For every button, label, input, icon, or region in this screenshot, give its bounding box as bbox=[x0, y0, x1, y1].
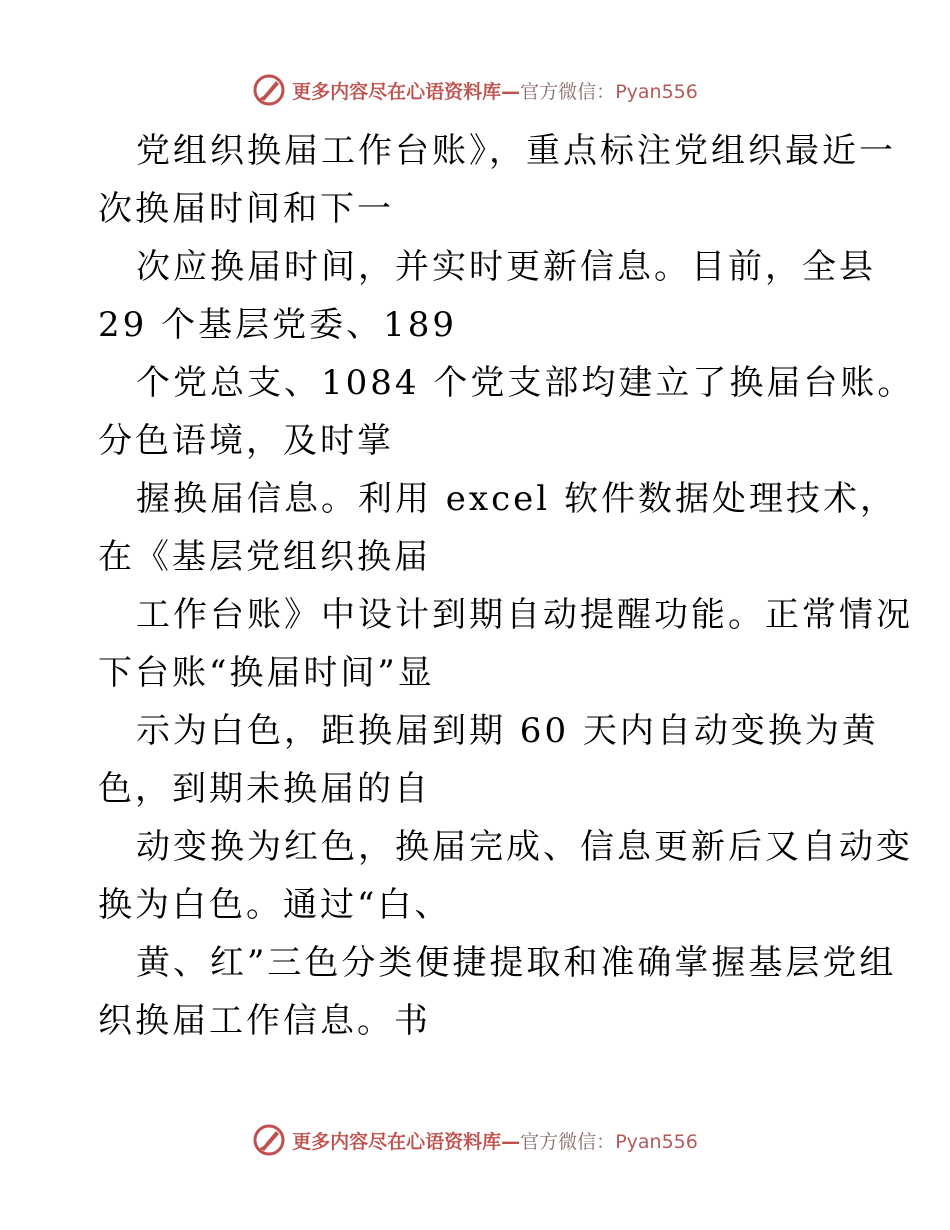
text-line: 黄、红”三色分类便捷提取和准确掌握基层党组 bbox=[136, 943, 897, 983]
footer-banner-content bbox=[252, 1123, 698, 1157]
quill-logo-icon bbox=[252, 73, 286, 107]
text-line: 党组织换届工作台账》，重点标注党组织最近一 bbox=[136, 131, 896, 171]
text-line: 示为白色，距换届到期 60 天内自动变换为黄 bbox=[136, 711, 879, 751]
text-line: 织换届工作信息。书 bbox=[98, 1001, 431, 1041]
text-line: 次应换届时间，并实时更新信息。目前，全县 bbox=[136, 247, 876, 287]
header-banner bbox=[0, 70, 950, 110]
text-line: 握换届信息。利用 excel 软件数据处理技术， bbox=[136, 479, 897, 519]
header-banner-text bbox=[292, 77, 698, 104]
text-line: 次换届时间和下一 bbox=[98, 189, 394, 229]
document-body bbox=[98, 122, 915, 1050]
text-line: 工作台账》中设计到期自动提醒功能。正常情况 bbox=[136, 595, 913, 635]
footer-banner bbox=[0, 1120, 950, 1160]
header-wechat-label: 官方微信： bbox=[520, 80, 616, 103]
header-banner-main: 更多内容尽在心语资料库— bbox=[292, 80, 521, 103]
text-line: 在《基层党组织换届 bbox=[98, 537, 431, 577]
footer-banner-main: 更多内容尽在心语资料库— bbox=[292, 1130, 521, 1153]
quill-logo-icon bbox=[252, 1123, 286, 1157]
text-line: 个党总支、1084 个党支部均建立了换届台账。 bbox=[136, 363, 915, 403]
header-banner-content bbox=[252, 73, 698, 107]
footer-wechat-id: Pyan556 bbox=[615, 1130, 698, 1153]
text-line: 分色语境，及时掌 bbox=[98, 421, 394, 461]
text-line: 29 个基层党委、189 bbox=[98, 305, 457, 345]
text-line: 色，到期未换届的自 bbox=[98, 769, 431, 809]
text-line: 动变换为红色，换届完成、信息更新后又自动变 bbox=[136, 827, 913, 867]
text-line: 下台账“换届时间”显 bbox=[98, 653, 435, 693]
text-line: 换为白色。通过“白、 bbox=[98, 885, 452, 925]
header-wechat-id: Pyan556 bbox=[615, 80, 698, 103]
footer-wechat-label: 官方微信： bbox=[520, 1130, 616, 1153]
footer-banner-text bbox=[292, 1127, 698, 1154]
